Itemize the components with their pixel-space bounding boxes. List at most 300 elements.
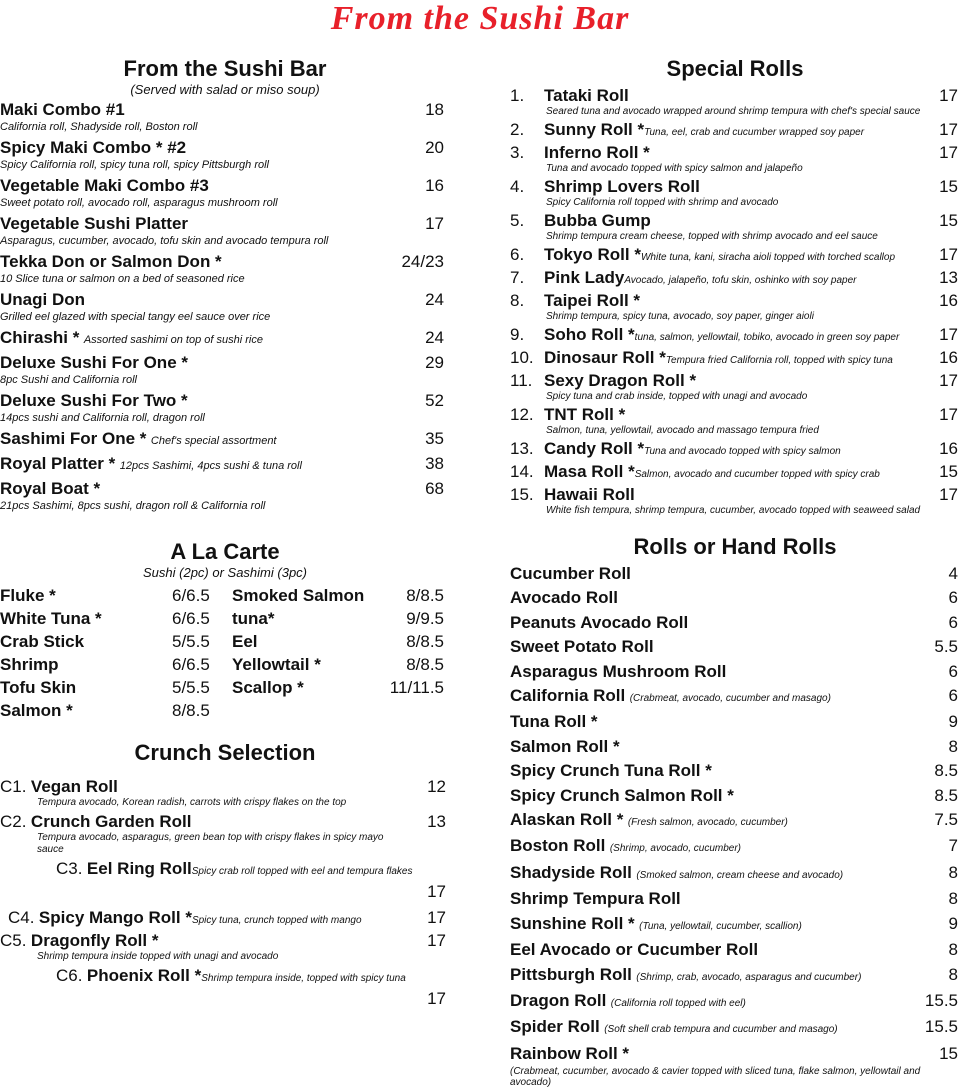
- item-number: C1.: [0, 777, 27, 796]
- menu-item: [510, 371, 960, 402]
- item-price: 6/6.5: [172, 586, 210, 605]
- item-name: Dragonfly Roll *: [30, 931, 159, 950]
- menu-item: [0, 930, 450, 963]
- item-name: Tuna Roll *: [510, 712, 598, 732]
- item-description: Spicy California roll topped with shrimp and avocado: [546, 197, 779, 208]
- menu-item-line: [510, 120, 960, 140]
- menu-item-line: [0, 428, 450, 450]
- item-name: Tokyo Roll *: [544, 245, 641, 264]
- item-price: 8: [948, 889, 958, 909]
- item-price: 15.5: [924, 990, 958, 1010]
- item-description: Shrimp tempura, spicy tuna, avocado, soy paper, ginger aioli: [546, 311, 814, 322]
- item-description: Tuna and avocado topped with spicy salmon and jalapeño: [546, 163, 803, 174]
- item-price: 13: [939, 268, 958, 287]
- item-name: Fluke *: [0, 586, 56, 605]
- item-name: Salmon *: [0, 701, 73, 720]
- item-price: 8: [948, 862, 958, 882]
- menu-item: [510, 861, 960, 887]
- a-la-carte-grid: [0, 584, 450, 722]
- item-description: Salmon, avocado and cucumber topped with spicy crab: [634, 469, 880, 480]
- item-price: 15.5: [924, 1017, 958, 1037]
- item-description: 10 Slice tuna or salmon on a bed of seasoned rice: [0, 273, 245, 285]
- item-name: Asparagus Mushroom Roll: [510, 661, 727, 681]
- menu-item: [0, 453, 450, 475]
- menu-item-line: [510, 912, 960, 938]
- item-price: 13: [427, 812, 446, 831]
- menu-item-line: [510, 759, 960, 783]
- sushi-bar-section: [0, 56, 450, 513]
- item-name: Deluxe Sushi For Two *: [0, 391, 188, 410]
- menu-item-line: [510, 611, 960, 635]
- item-name: Tataki Roll: [544, 86, 629, 105]
- menu-item: [0, 811, 450, 856]
- item-price: 16: [939, 348, 958, 367]
- item-price: 8/8.5: [406, 632, 444, 651]
- menu-item: [510, 963, 960, 989]
- menu-item-line: [0, 907, 450, 928]
- item-price: 8: [948, 940, 958, 960]
- menu-item-line: [0, 930, 450, 951]
- item-price: 17: [939, 143, 958, 162]
- menu-item: [510, 245, 960, 265]
- menu-item-line: [510, 1042, 960, 1066]
- menu-item-line: [510, 963, 960, 989]
- menu-item: [0, 390, 450, 425]
- item-description: White fish tempura, shrimp tempura, cucumber, avocado topped with seaweed salad: [546, 505, 921, 516]
- menu-item: [510, 143, 960, 174]
- menu-item: [510, 938, 960, 962]
- menu-item-line: [510, 325, 960, 345]
- item-name: Spicy Mango Roll *: [38, 908, 192, 927]
- item-description: Shrimp tempura cream cheese, topped with shrimp avocado and eel sauce: [546, 231, 878, 242]
- a-la-carte-section: [0, 539, 450, 722]
- menu-item: [0, 99, 450, 134]
- item-name: White Tuna *: [0, 609, 102, 628]
- item-price: 6: [948, 612, 958, 632]
- item-name: Sweet Potato Roll: [510, 637, 654, 657]
- menu-item-line: [510, 784, 960, 808]
- item-name: Pink Lady: [544, 268, 625, 287]
- item-price: 17: [939, 485, 958, 504]
- menu-item: [510, 325, 960, 345]
- item-price: 5/5.5: [172, 678, 210, 697]
- left-column: [0, 56, 450, 1014]
- item-price: 17: [427, 931, 446, 950]
- item-price: 15: [939, 177, 958, 196]
- item-price: 17: [939, 405, 958, 424]
- item-description: Grilled eel glazed with special tangy eel sauce over rice: [0, 311, 271, 323]
- item-description: 21pcs Sashimi, 8pcs sushi, dragon roll & California roll: [0, 500, 266, 512]
- item-number: 2.: [510, 120, 525, 139]
- menu-item-line: [510, 660, 960, 684]
- menu-item: [510, 660, 960, 684]
- item-price: 20: [425, 138, 444, 157]
- item-name: Shrimp Tempura Roll: [510, 889, 681, 909]
- item-price: 8: [948, 964, 958, 984]
- item-name: Smoked Salmon: [232, 586, 365, 605]
- item-description: Spicy tuna, crunch topped with mango: [191, 915, 362, 926]
- menu-item: [510, 439, 960, 459]
- item-price: 8/8.5: [406, 655, 444, 674]
- item-name: Hawaii Roll: [544, 485, 635, 504]
- item-description: Tempura fried California roll, topped with spicy tuna: [665, 355, 893, 366]
- item-name: Masa Roll *: [544, 462, 635, 481]
- menu-item-line: [510, 462, 960, 482]
- menu-item-line: [510, 245, 960, 265]
- item-name: tuna*: [232, 609, 275, 628]
- menu-item: [510, 462, 960, 482]
- item-description: (Fresh salmon, avocado, cucumber): [627, 817, 788, 829]
- menu-item-line: [510, 348, 960, 368]
- item-name: Avocado Roll: [510, 588, 618, 608]
- menu-item-line: [510, 211, 960, 231]
- menu-item-line: [0, 175, 450, 197]
- item-description: tuna, salmon, yellowtail, tobiko, avocado in green soy paper: [634, 332, 900, 343]
- item-name: Sunny Roll *: [544, 120, 645, 139]
- item-description: Spicy tuna and crab inside, topped with unagi and avocado: [546, 391, 808, 402]
- item-price: 29: [425, 353, 444, 372]
- menu-item: [510, 405, 960, 436]
- menu-item: [510, 989, 960, 1015]
- menu-item: [0, 251, 450, 286]
- item-description: 8pc Sushi and California roll: [0, 374, 137, 386]
- menu-item: [0, 327, 450, 349]
- item-number: 7.: [510, 268, 525, 287]
- item-price: 11/11.5: [389, 678, 444, 697]
- menu-item: [510, 348, 960, 368]
- menu-item: [510, 485, 960, 516]
- menu-item: [510, 784, 960, 808]
- section-subtitle: (Served with salad or miso soup): [130, 82, 320, 97]
- menu-item-line: [510, 291, 960, 311]
- menu-item-line: [0, 289, 450, 311]
- section-title: A La Carte: [170, 539, 280, 564]
- menu-item-line: [0, 811, 450, 832]
- item-name: Eel: [232, 632, 258, 651]
- menu-item-line: [0, 352, 450, 374]
- item-description: Salmon, tuna, yellowtail, avocado and massago tempura fried: [546, 425, 819, 436]
- menu-item: [510, 887, 960, 911]
- item-name: Rainbow Roll *: [510, 1043, 629, 1063]
- menu-item: [510, 684, 960, 710]
- item-price: 5/5.5: [172, 632, 210, 651]
- menu-item: [0, 776, 450, 809]
- item-number: 12.: [510, 405, 534, 424]
- item-description: Avocado, jalapeño, tofu skin, oshinko with soy paper: [624, 275, 857, 286]
- item-price: 9: [948, 913, 958, 933]
- menu-item-line: [510, 735, 960, 759]
- item-name: Shrimp: [0, 655, 59, 674]
- item-price: 9: [948, 712, 958, 732]
- item-name: Alaskan Roll *: [510, 810, 624, 830]
- menu-item-line: [0, 99, 450, 121]
- item-name: Salmon Roll *: [510, 736, 620, 756]
- item-price: 52: [425, 391, 444, 410]
- item-price: 6: [948, 661, 958, 681]
- item-name: Eel Ring Roll: [86, 859, 192, 878]
- menu-item-line: [510, 684, 960, 710]
- item-name: Spicy Crunch Tuna Roll *: [510, 761, 712, 781]
- item-price: 24/23: [401, 252, 444, 271]
- item-number: 4.: [510, 177, 525, 196]
- item-description: (Shrimp, crab, avocado, asparagus and cucumber): [636, 971, 862, 983]
- item-name: Sunshine Roll *: [510, 913, 635, 933]
- item-price: [378, 699, 444, 722]
- item-name: Tekka Don or Salmon Don *: [0, 252, 222, 271]
- item-price: 4: [948, 564, 958, 583]
- item-price: 12: [427, 777, 446, 796]
- menu-item-line: [510, 887, 960, 911]
- item-description: White tuna, kani, siracha aioli topped with torched scallop: [640, 252, 896, 263]
- item-price: 17: [939, 325, 958, 344]
- item-price: 7: [948, 836, 958, 856]
- item-name: [232, 699, 378, 722]
- item-number: 9.: [510, 325, 525, 344]
- item-description: Chef's special assortment: [150, 435, 277, 447]
- menu-item: [510, 759, 960, 783]
- item-number: 5.: [510, 211, 525, 230]
- item-price: 15: [939, 462, 958, 481]
- item-price: 6/6.5: [172, 609, 210, 628]
- menu-item-line: [0, 327, 450, 349]
- item-description: Spicy crab roll topped with eel and tempura flakes: [191, 866, 413, 877]
- item-name: Boston Roll: [510, 836, 606, 856]
- item-price: 17: [939, 245, 958, 264]
- item-description: Tuna, eel, crab and cucumber wrapped soy paper: [644, 127, 865, 138]
- item-number: C2.: [0, 812, 27, 831]
- section-subtitle: Sushi (2pc) or Sashimi (3pc): [143, 565, 307, 580]
- item-name: Shadyside Roll: [510, 862, 632, 882]
- item-number: C3.: [56, 859, 83, 878]
- menu-item: [510, 1015, 960, 1041]
- menu-item-line: [0, 776, 450, 797]
- menu-item-line: [510, 989, 960, 1015]
- menu-item-line: [0, 478, 450, 500]
- item-price: 35: [425, 429, 444, 448]
- menu-item: [510, 268, 960, 288]
- item-number: 3.: [510, 143, 525, 162]
- section-title: Rolls or Hand Rolls: [633, 534, 837, 559]
- item-name: Peanuts Avocado Roll: [510, 612, 689, 632]
- item-price: 17: [427, 989, 446, 1008]
- item-price: 16: [425, 176, 444, 195]
- item-price: 8.5: [934, 761, 958, 781]
- item-price: 15: [939, 1043, 958, 1063]
- section-title: Special Rolls: [666, 56, 804, 81]
- item-description: Seared tuna and avocado wrapped around shrimp tempura with chef's special sauce: [546, 106, 921, 117]
- rolls-section: [510, 534, 960, 1088]
- menu-item-line: [0, 213, 450, 235]
- menu-item: [0, 858, 450, 905]
- item-price: 6: [948, 686, 958, 706]
- item-price: 8: [948, 736, 958, 756]
- item-description: (Tuna, yellowtail, cucumber, scallion): [639, 920, 802, 932]
- menu-item: [510, 120, 960, 140]
- item-name: Tofu Skin: [0, 678, 77, 697]
- menu-item: [510, 177, 960, 208]
- menu-item-line: [0, 251, 450, 273]
- item-description: (Shrimp, avocado, cucumber): [609, 843, 742, 855]
- item-description: (Smoked salmon, cream cheese and avocado): [636, 869, 844, 881]
- item-name: Sexy Dragon Roll *: [544, 371, 697, 390]
- item-name: Inferno Roll *: [544, 143, 650, 162]
- item-name: Soho Roll *: [544, 325, 635, 344]
- item-price: 7.5: [934, 810, 958, 830]
- item-price: 8/8.5: [406, 586, 444, 605]
- item-name: Taipei Roll *: [544, 291, 641, 310]
- item-price: 24: [425, 328, 444, 347]
- item-price: 6: [948, 588, 958, 608]
- section-title: Crunch Selection: [134, 740, 316, 765]
- menu-item-line: [510, 1015, 960, 1041]
- item-price: 68: [425, 479, 444, 498]
- item-name: Crunch Garden Roll: [30, 812, 192, 831]
- menu-item: [0, 352, 450, 387]
- special-rolls-section: [510, 56, 960, 516]
- item-name: Spicy Crunch Salmon Roll *: [510, 785, 734, 805]
- menu-item-line: [510, 177, 960, 197]
- item-description: California roll, Shadyside roll, Boston roll: [0, 121, 198, 133]
- item-price: 8/8.5: [172, 701, 210, 720]
- menu-item-line: [0, 858, 450, 879]
- item-number: 6.: [510, 245, 525, 264]
- menu-item: [510, 912, 960, 938]
- menu-item-line: [510, 586, 960, 610]
- item-name: Candy Roll *: [544, 439, 645, 458]
- menu-item: [510, 735, 960, 759]
- item-price: 16: [939, 291, 958, 310]
- menu-item: [0, 289, 450, 324]
- item-price: 17: [939, 120, 958, 139]
- menu-item: [0, 907, 450, 928]
- menu-item-line: [0, 965, 450, 986]
- menu-item-line: [0, 453, 450, 475]
- menu-item-line: [0, 137, 450, 159]
- menu-item: [510, 710, 960, 734]
- item-description: Tempura avocado, asparagus, green bean top with crispy flakes in spicy mayo sauce: [37, 832, 384, 855]
- menu-item: [510, 1042, 960, 1088]
- item-name: Spider Roll: [510, 1017, 600, 1037]
- item-price: 17: [427, 908, 446, 927]
- item-price: 16: [939, 439, 958, 458]
- item-name: Spicy Maki Combo * #2: [0, 138, 187, 157]
- item-number: 13.: [510, 439, 534, 458]
- item-name: Vegetable Maki Combo #3: [0, 176, 209, 195]
- menu-item-line: [510, 405, 960, 425]
- menu-item: [0, 137, 450, 172]
- menu-item-line: [510, 86, 960, 106]
- item-name: Dinosaur Roll *: [544, 348, 666, 367]
- item-name: Dragon Roll: [510, 990, 607, 1010]
- item-number: C5.: [0, 931, 27, 950]
- menu-item: [510, 586, 960, 610]
- item-description: Sweet potato roll, avocado roll, asparagus mushroom roll: [0, 197, 278, 209]
- menu-item: [510, 611, 960, 635]
- item-description: (Crabmeat, cucumber, avocado & cavier topped with sliced tuna, flake salmon, yellowtail and avocado): [510, 1066, 921, 1088]
- item-name: Crab Stick: [0, 632, 85, 651]
- item-price: 18: [425, 100, 444, 119]
- menu-item: [510, 834, 960, 860]
- menu-item-line: [510, 834, 960, 860]
- item-number: 14.: [510, 462, 534, 481]
- item-price: 5.5: [934, 637, 958, 657]
- item-description: Tempura avocado, Korean radish, carrots with crispy flakes on the top: [37, 797, 347, 808]
- menu-item: [510, 211, 960, 242]
- menu-item-line: [510, 861, 960, 887]
- menu-item-line: [510, 268, 960, 288]
- item-description: Shrimp tempura inside topped with unagi and avocado: [37, 951, 279, 962]
- item-name: Sashimi For One *: [0, 429, 147, 448]
- menu-item: [0, 478, 450, 513]
- item-description: Tuna and avocado topped with spicy salmon: [644, 446, 841, 457]
- item-name: California Roll: [510, 686, 626, 706]
- item-name: Scallop *: [232, 678, 304, 697]
- item-number: 15.: [510, 485, 534, 504]
- menu-item-line: [510, 808, 960, 834]
- item-name: Cucumber Roll: [510, 564, 631, 583]
- item-name: Pittsburgh Roll: [510, 964, 632, 984]
- item-description: 12pcs Sashimi, 4pcs sushi & tuna roll: [119, 460, 302, 472]
- menu-item: [510, 291, 960, 322]
- item-price: 38: [425, 454, 444, 473]
- item-name: Maki Combo #1: [0, 100, 125, 119]
- crunch-section: [0, 740, 450, 1012]
- item-name: Yellowtail *: [232, 655, 321, 674]
- item-name: Bubba Gump: [544, 211, 651, 230]
- item-name: Vegetable Sushi Platter: [0, 214, 189, 233]
- menu-item: [0, 965, 450, 1012]
- menu-item-line: [510, 938, 960, 962]
- menu-item: [0, 428, 450, 450]
- item-price: 9/9.5: [406, 609, 444, 628]
- item-price: 8.5: [934, 785, 958, 805]
- item-name: TNT Roll *: [544, 405, 626, 424]
- item-name: Unagi Don: [0, 290, 85, 309]
- item-price: 6/6.5: [172, 655, 210, 674]
- item-number: 11.: [510, 371, 533, 390]
- menu-item: [510, 808, 960, 834]
- item-number: C6.: [56, 966, 83, 985]
- item-description: (Soft shell crab tempura and cucumber and masago): [604, 1024, 838, 1036]
- menu-item: [510, 86, 960, 117]
- item-description: Shrimp tempura inside, topped with spicy tuna: [201, 973, 406, 984]
- item-name: Royal Platter *: [0, 454, 116, 473]
- item-description: (Crabmeat, avocado, cucumber and masago): [629, 693, 831, 705]
- item-price: 17: [427, 882, 446, 901]
- item-price: 17: [939, 86, 958, 105]
- item-number: 8.: [510, 291, 525, 310]
- item-number: C4.: [8, 908, 35, 927]
- right-column: [510, 56, 960, 1088]
- item-name: Eel Avocado or Cucumber Roll: [510, 940, 759, 960]
- item-description: 14pcs sushi and California roll, dragon roll: [0, 412, 205, 424]
- menu-item-line: [510, 710, 960, 734]
- menu-item: [0, 213, 450, 248]
- menu-item: [0, 175, 450, 210]
- item-name: Shrimp Lovers Roll: [544, 177, 700, 196]
- menu-item: [510, 562, 960, 586]
- menu-item-line: [510, 143, 960, 163]
- item-description: Asparagus, cucumber, avocado, tofu skin and avocado tempura roll: [0, 235, 329, 247]
- item-name: Royal Boat *: [0, 479, 101, 498]
- menu-item-line: [510, 439, 960, 459]
- item-price: 24: [425, 290, 444, 309]
- item-description: (California roll topped with eel): [610, 997, 746, 1009]
- menu-item-line: [0, 390, 450, 412]
- item-number: 1.: [510, 86, 525, 105]
- item-price: 17: [939, 371, 958, 390]
- item-description: Spicy California roll, spicy tuna roll, spicy Pittsburgh roll: [0, 159, 269, 171]
